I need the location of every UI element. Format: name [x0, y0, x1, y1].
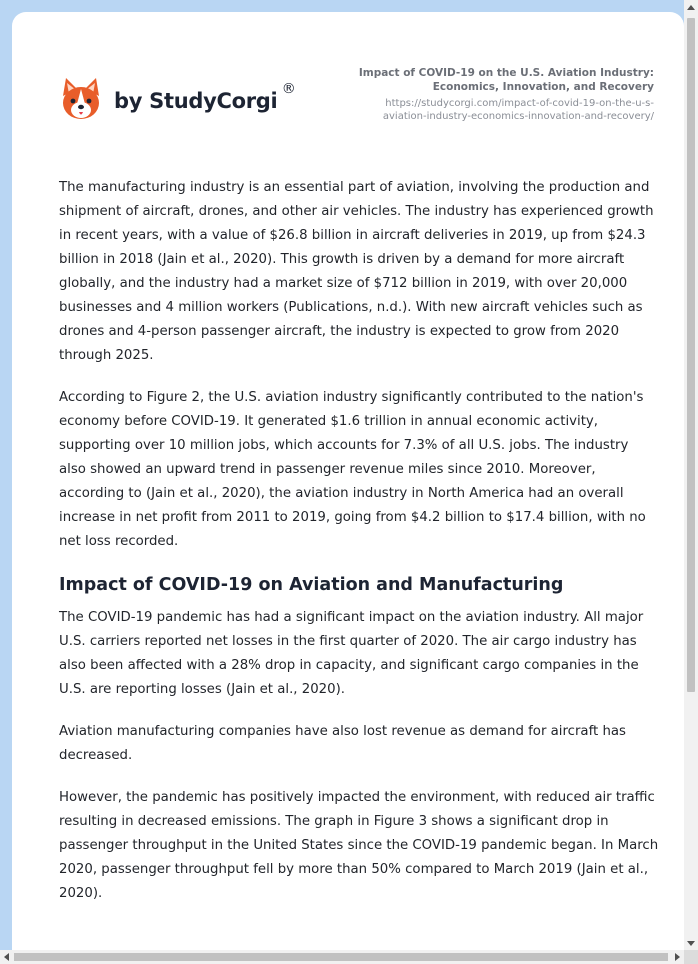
scrollbar-corner — [684, 950, 698, 964]
document-title: Impact of COVID-19 on the U.S. Aviation Industry: Economics, Innovation, and Recovery — [358, 67, 654, 93]
document-body — [59, 176, 659, 924]
paragraph: However, the pandemic has positively impacted the environment, with reduced air traffic resulting in decreased emissions. The graph in Figure 3 shows a significant drop in passenger throughput in the United States since the COVID-19 pandemic began. In March 2020, passenger throughput fell by more than 50% compared to March 2019 (Jain et al., 2020). — [59, 790, 659, 901]
paragraph: Aviation manufacturing companies have also lost revenue as demand for aircraft has decreased. — [59, 724, 626, 763]
scroll-down-arrow-icon[interactable] — [687, 941, 695, 946]
vertical-scrollbar[interactable] — [684, 0, 698, 950]
vertical-scroll-thumb[interactable] — [687, 18, 695, 692]
scroll-right-arrow-icon[interactable] — [675, 953, 680, 961]
registered-mark: ® — [281, 81, 296, 97]
document-page — [12, 12, 684, 962]
paragraph: According to Figure 2, the U.S. aviation industry significantly contributed to the nation's economy before COVID-19. It generated $1.6 trillion in annual economic activity, supporting over 10 million jobs, which accounts for 7.3% of all U.S. jobs. The industry also showed an upward trend in passenger revenue miles since 2010. Moreover, according to (Jain et al., 2020), the aviation industry in North America had an overall increase in net profit from 2011 to 2019, going from $4.2 billion to $17.4 billion, with no net loss recorded. — [59, 390, 646, 549]
section-heading: Impact of COVID-19 on Aviation and Manufacturing — [59, 575, 564, 595]
corgi-icon — [60, 76, 102, 122]
paragraph: The COVID-19 pandemic has had a significant impact on the aviation industry. All major U.S. carriers reported net losses in the first quarter of 2020. The air cargo industry has also been affected with a 28% drop in capacity, and significant cargo companies in the U.S. are reporting losses (Jain et al., 2020). — [59, 610, 644, 697]
document-meta — [324, 66, 654, 123]
document-url[interactable]: https://studycorgi.com/impact-of-covid-19-on-the-u-s- aviation-industry-economics-innovation-and-recovery/ — [382, 98, 654, 122]
paragraph: The manufacturing industry is an essential part of aviation, involving the production and shipment of aircraft, drones, and other air vehicles. The industry has experienced growth in recent years, with a value of $26.8 billion in aircraft deliveries in 2019, up from $24.3 billion in 2018 (Jain et al., 2020). This growth is driven by a demand for more aircraft globally, and the industry had a market size of $712 billion in 2019, with over 20,000 businesses and 4 million workers (Publications, n.d.). With new aircraft vehicles such as drones and 4-person passenger aircraft, the industry is expected to grow from 2020 through 2025. — [59, 180, 654, 363]
horizontal-scrollbar[interactable] — [0, 950, 684, 964]
horizontal-scroll-thumb[interactable] — [14, 953, 668, 961]
brand-name: by StudyCorgi ® — [114, 81, 296, 113]
studycorgi-logo[interactable] — [60, 76, 296, 122]
scroll-left-arrow-icon[interactable] — [4, 953, 9, 961]
scroll-up-arrow-icon[interactable] — [687, 5, 695, 10]
